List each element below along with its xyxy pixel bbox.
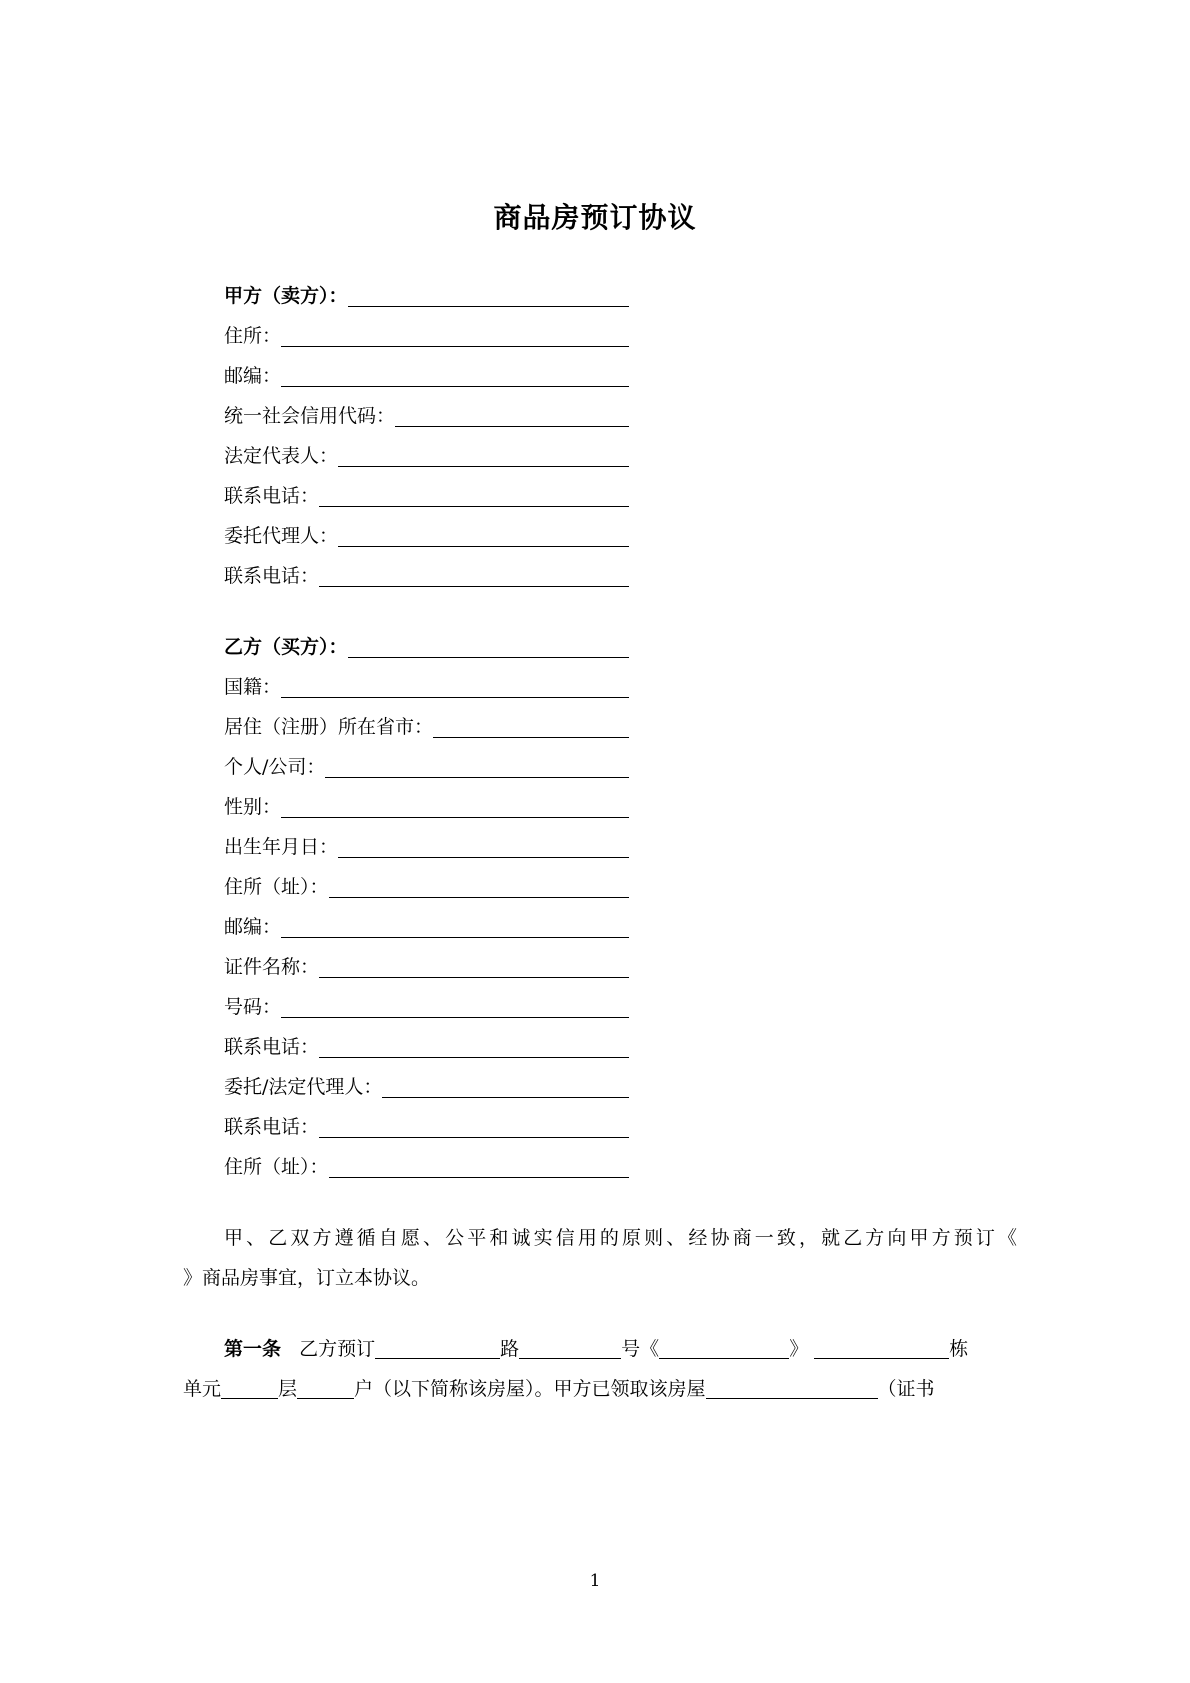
party-b-field-blank[interactable] bbox=[329, 1155, 629, 1178]
party-b-field[interactable] bbox=[224, 953, 629, 981]
party-a-field-label: 法定代表人： bbox=[224, 445, 339, 467]
party-b-field-blank[interactable] bbox=[338, 835, 629, 858]
party-a-field-label: 联系电话： bbox=[224, 485, 320, 507]
party-a-heading-field[interactable] bbox=[224, 282, 629, 310]
party-b-field-blank[interactable] bbox=[433, 715, 629, 738]
article-1-line-1 bbox=[183, 1335, 1017, 1363]
party-b-field-label: 居住（注册）所在省市： bbox=[224, 716, 434, 738]
party-a-field-label: 委托代理人： bbox=[224, 525, 339, 547]
party-a-field[interactable] bbox=[224, 362, 629, 390]
intro-line-2: 》商品房事宜，订立本协议。 bbox=[183, 1267, 431, 1289]
article-1-text: 层 bbox=[278, 1378, 298, 1400]
party-b-heading: 乙方（买方）： bbox=[224, 636, 348, 658]
party-b-field-blank[interactable] bbox=[319, 955, 629, 978]
party-a-field-blank[interactable] bbox=[319, 564, 629, 587]
article-1-text: 》 bbox=[789, 1338, 809, 1360]
party-a-field-label: 统一社会信用代码： bbox=[224, 405, 396, 427]
party-a-field[interactable] bbox=[224, 402, 629, 430]
party-b-field-blank[interactable] bbox=[281, 795, 629, 818]
party-a-heading: 甲方（卖方）： bbox=[224, 285, 348, 307]
page-number: 1 bbox=[589, 1571, 601, 1591]
intro-line-1: 甲、乙双方遵循自愿、公平和诚实信用的原则、经协商一致，就乙方向甲方预订《 bbox=[224, 1227, 1017, 1249]
party-b-blank[interactable] bbox=[348, 635, 629, 658]
party-b-field[interactable] bbox=[224, 793, 629, 821]
number-blank[interactable] bbox=[519, 1338, 621, 1359]
party-b-field-label: 出生年月日： bbox=[224, 836, 339, 858]
party-b-field[interactable] bbox=[224, 1073, 629, 1101]
party-b-field[interactable] bbox=[224, 1113, 629, 1141]
party-b-field[interactable] bbox=[224, 993, 629, 1021]
party-a-field-blank[interactable] bbox=[281, 324, 629, 347]
party-a-field-blank[interactable] bbox=[395, 404, 629, 427]
floor-blank[interactable] bbox=[297, 1378, 354, 1399]
party-b-field-label: 国籍： bbox=[224, 676, 282, 698]
article-1-text: 单元 bbox=[183, 1378, 222, 1400]
party-b-field-label: 联系电话： bbox=[224, 1036, 320, 1058]
article-1-text: （证书 bbox=[877, 1378, 935, 1400]
party-a-field-label: 邮编： bbox=[224, 365, 282, 387]
party-b-field[interactable] bbox=[224, 833, 629, 861]
party-b-field-label: 个人/公司： bbox=[224, 756, 326, 778]
article-1-text: 户（以下简称该房屋）。甲方已领取该房屋 bbox=[354, 1378, 706, 1400]
party-b-field-label: 住所（址）： bbox=[224, 876, 329, 898]
party-a-field[interactable] bbox=[224, 562, 629, 590]
article-1-line-2 bbox=[183, 1375, 1017, 1403]
party-b-heading-field[interactable] bbox=[224, 633, 629, 661]
unit-blank[interactable] bbox=[221, 1378, 278, 1399]
party-b-field[interactable] bbox=[224, 1153, 629, 1181]
certificate-blank[interactable] bbox=[706, 1378, 878, 1399]
party-b-field-label: 邮编： bbox=[224, 916, 282, 938]
party-b-field-label: 证件名称： bbox=[224, 956, 320, 978]
project-name-blank[interactable] bbox=[659, 1338, 789, 1359]
party-a-field[interactable] bbox=[224, 442, 629, 470]
party-a-field-label: 联系电话： bbox=[224, 565, 320, 587]
party-a-field-blank[interactable] bbox=[281, 364, 629, 387]
road-blank[interactable] bbox=[375, 1338, 500, 1359]
article-1-text: 乙方预订 bbox=[299, 1338, 376, 1360]
party-b-field[interactable] bbox=[224, 1033, 629, 1061]
party-b-field[interactable] bbox=[224, 713, 629, 741]
party-b-field-blank[interactable] bbox=[281, 995, 629, 1018]
party-b-field[interactable] bbox=[224, 873, 629, 901]
party-b-field[interactable] bbox=[224, 673, 629, 701]
party-a-field-blank[interactable] bbox=[338, 524, 629, 547]
party-a-field[interactable] bbox=[224, 482, 629, 510]
party-b-field-label: 性别： bbox=[224, 796, 282, 818]
party-a-field[interactable] bbox=[224, 322, 629, 350]
party-b-field-blank[interactable] bbox=[319, 1115, 629, 1138]
building-blank[interactable] bbox=[814, 1338, 949, 1359]
party-a-field-label: 住所： bbox=[224, 325, 282, 347]
party-a-blank[interactable] bbox=[348, 284, 629, 307]
party-b-field-blank[interactable] bbox=[325, 755, 629, 778]
party-b-field-label: 住所（址）： bbox=[224, 1156, 329, 1178]
party-a-field-blank[interactable] bbox=[319, 484, 629, 507]
party-b-field-label: 联系电话： bbox=[224, 1116, 320, 1138]
party-b-field-blank[interactable] bbox=[281, 915, 629, 938]
party-b-field-blank[interactable] bbox=[329, 875, 629, 898]
party-a-field-blank[interactable] bbox=[338, 444, 629, 467]
party-b-field[interactable] bbox=[224, 913, 629, 941]
article-1-text: 栋 bbox=[949, 1338, 969, 1360]
party-a-field[interactable] bbox=[224, 522, 629, 550]
party-b-field-label: 号码： bbox=[224, 996, 282, 1018]
document-title: 商品房预订协议 bbox=[493, 201, 697, 234]
article-1-text: 路 bbox=[500, 1338, 520, 1360]
party-b-field-blank[interactable] bbox=[281, 675, 629, 698]
party-b-field[interactable] bbox=[224, 753, 629, 781]
article-1-text: 号《 bbox=[621, 1338, 660, 1360]
article-1-heading: 第一条 bbox=[224, 1338, 282, 1360]
party-b-field-label: 委托/法定代理人： bbox=[224, 1076, 383, 1098]
party-b-field-blank[interactable] bbox=[382, 1075, 629, 1098]
party-b-field-blank[interactable] bbox=[319, 1035, 629, 1058]
